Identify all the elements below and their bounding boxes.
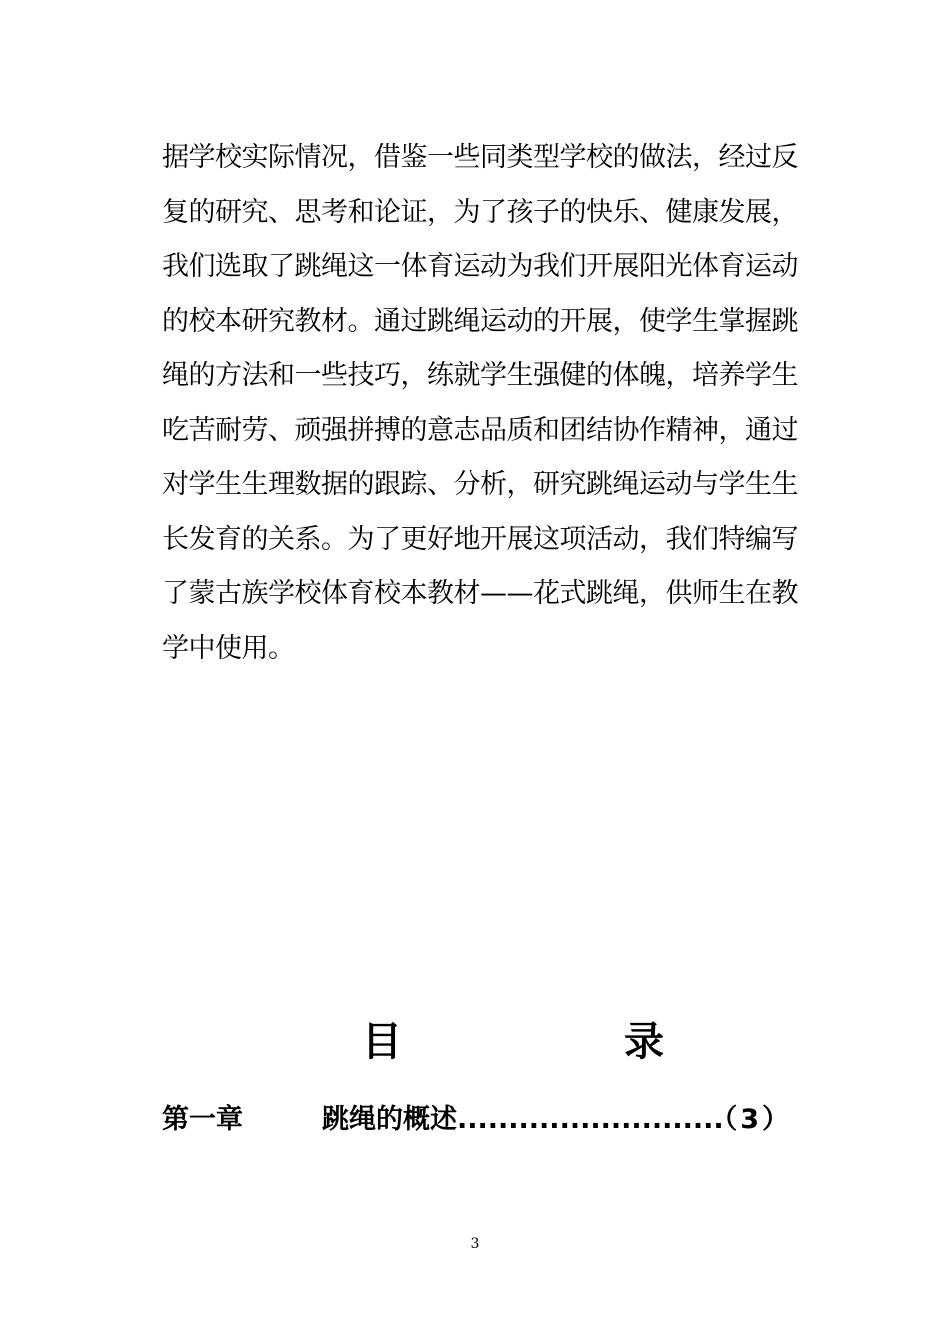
toc-heading: [0, 1010, 950, 1070]
toc-entry-chapter: 第一章: [162, 1104, 243, 1135]
toc-heading-char-1: 目: [362, 1019, 402, 1065]
paragraph-line: 学中使用。: [162, 632, 295, 664]
paragraph-line: 对学生生理数据的跟踪、分析，研究跳绳运动与学生生: [162, 469, 798, 500]
paragraph-line: 我们选取了跳绳这一体育运动为我们开展阳光体育运动: [162, 251, 798, 282]
toc-entry-title: 跳绳的概述..........................: [322, 1104, 724, 1135]
paragraph-line: 了蒙古族学校体育校本教材——花式跳绳，供师生在教: [162, 578, 798, 609]
paragraph-line: 的校本研究教材。通过跳绳运动的开展，使学生掌握跳: [162, 305, 798, 337]
paragraph-line: 吃苦耐劳、顽强拼搏的意志品质和团结协作精神，通过: [162, 414, 798, 446]
paragraph-line: 长发育的关系。为了更好地开展这项活动，我们特编写: [162, 523, 798, 555]
paragraph-line: 据学校实际情况，借鉴一些同类型学校的做法，经过反: [162, 142, 798, 173]
toc-entry[interactable]: [162, 1098, 792, 1142]
paragraph-line: 绳的方法和一些技巧，练就学生强健的体魄，培养学生: [162, 360, 798, 391]
paragraph-line: 复的研究、思考和论证，为了孩子的快乐、健康发展，: [162, 196, 798, 228]
toc-entry-page: （3）: [710, 1104, 792, 1135]
toc-heading-char-2: 录: [624, 1019, 664, 1065]
body-paragraph: [162, 131, 798, 676]
page-number: 3: [470, 1236, 480, 1252]
